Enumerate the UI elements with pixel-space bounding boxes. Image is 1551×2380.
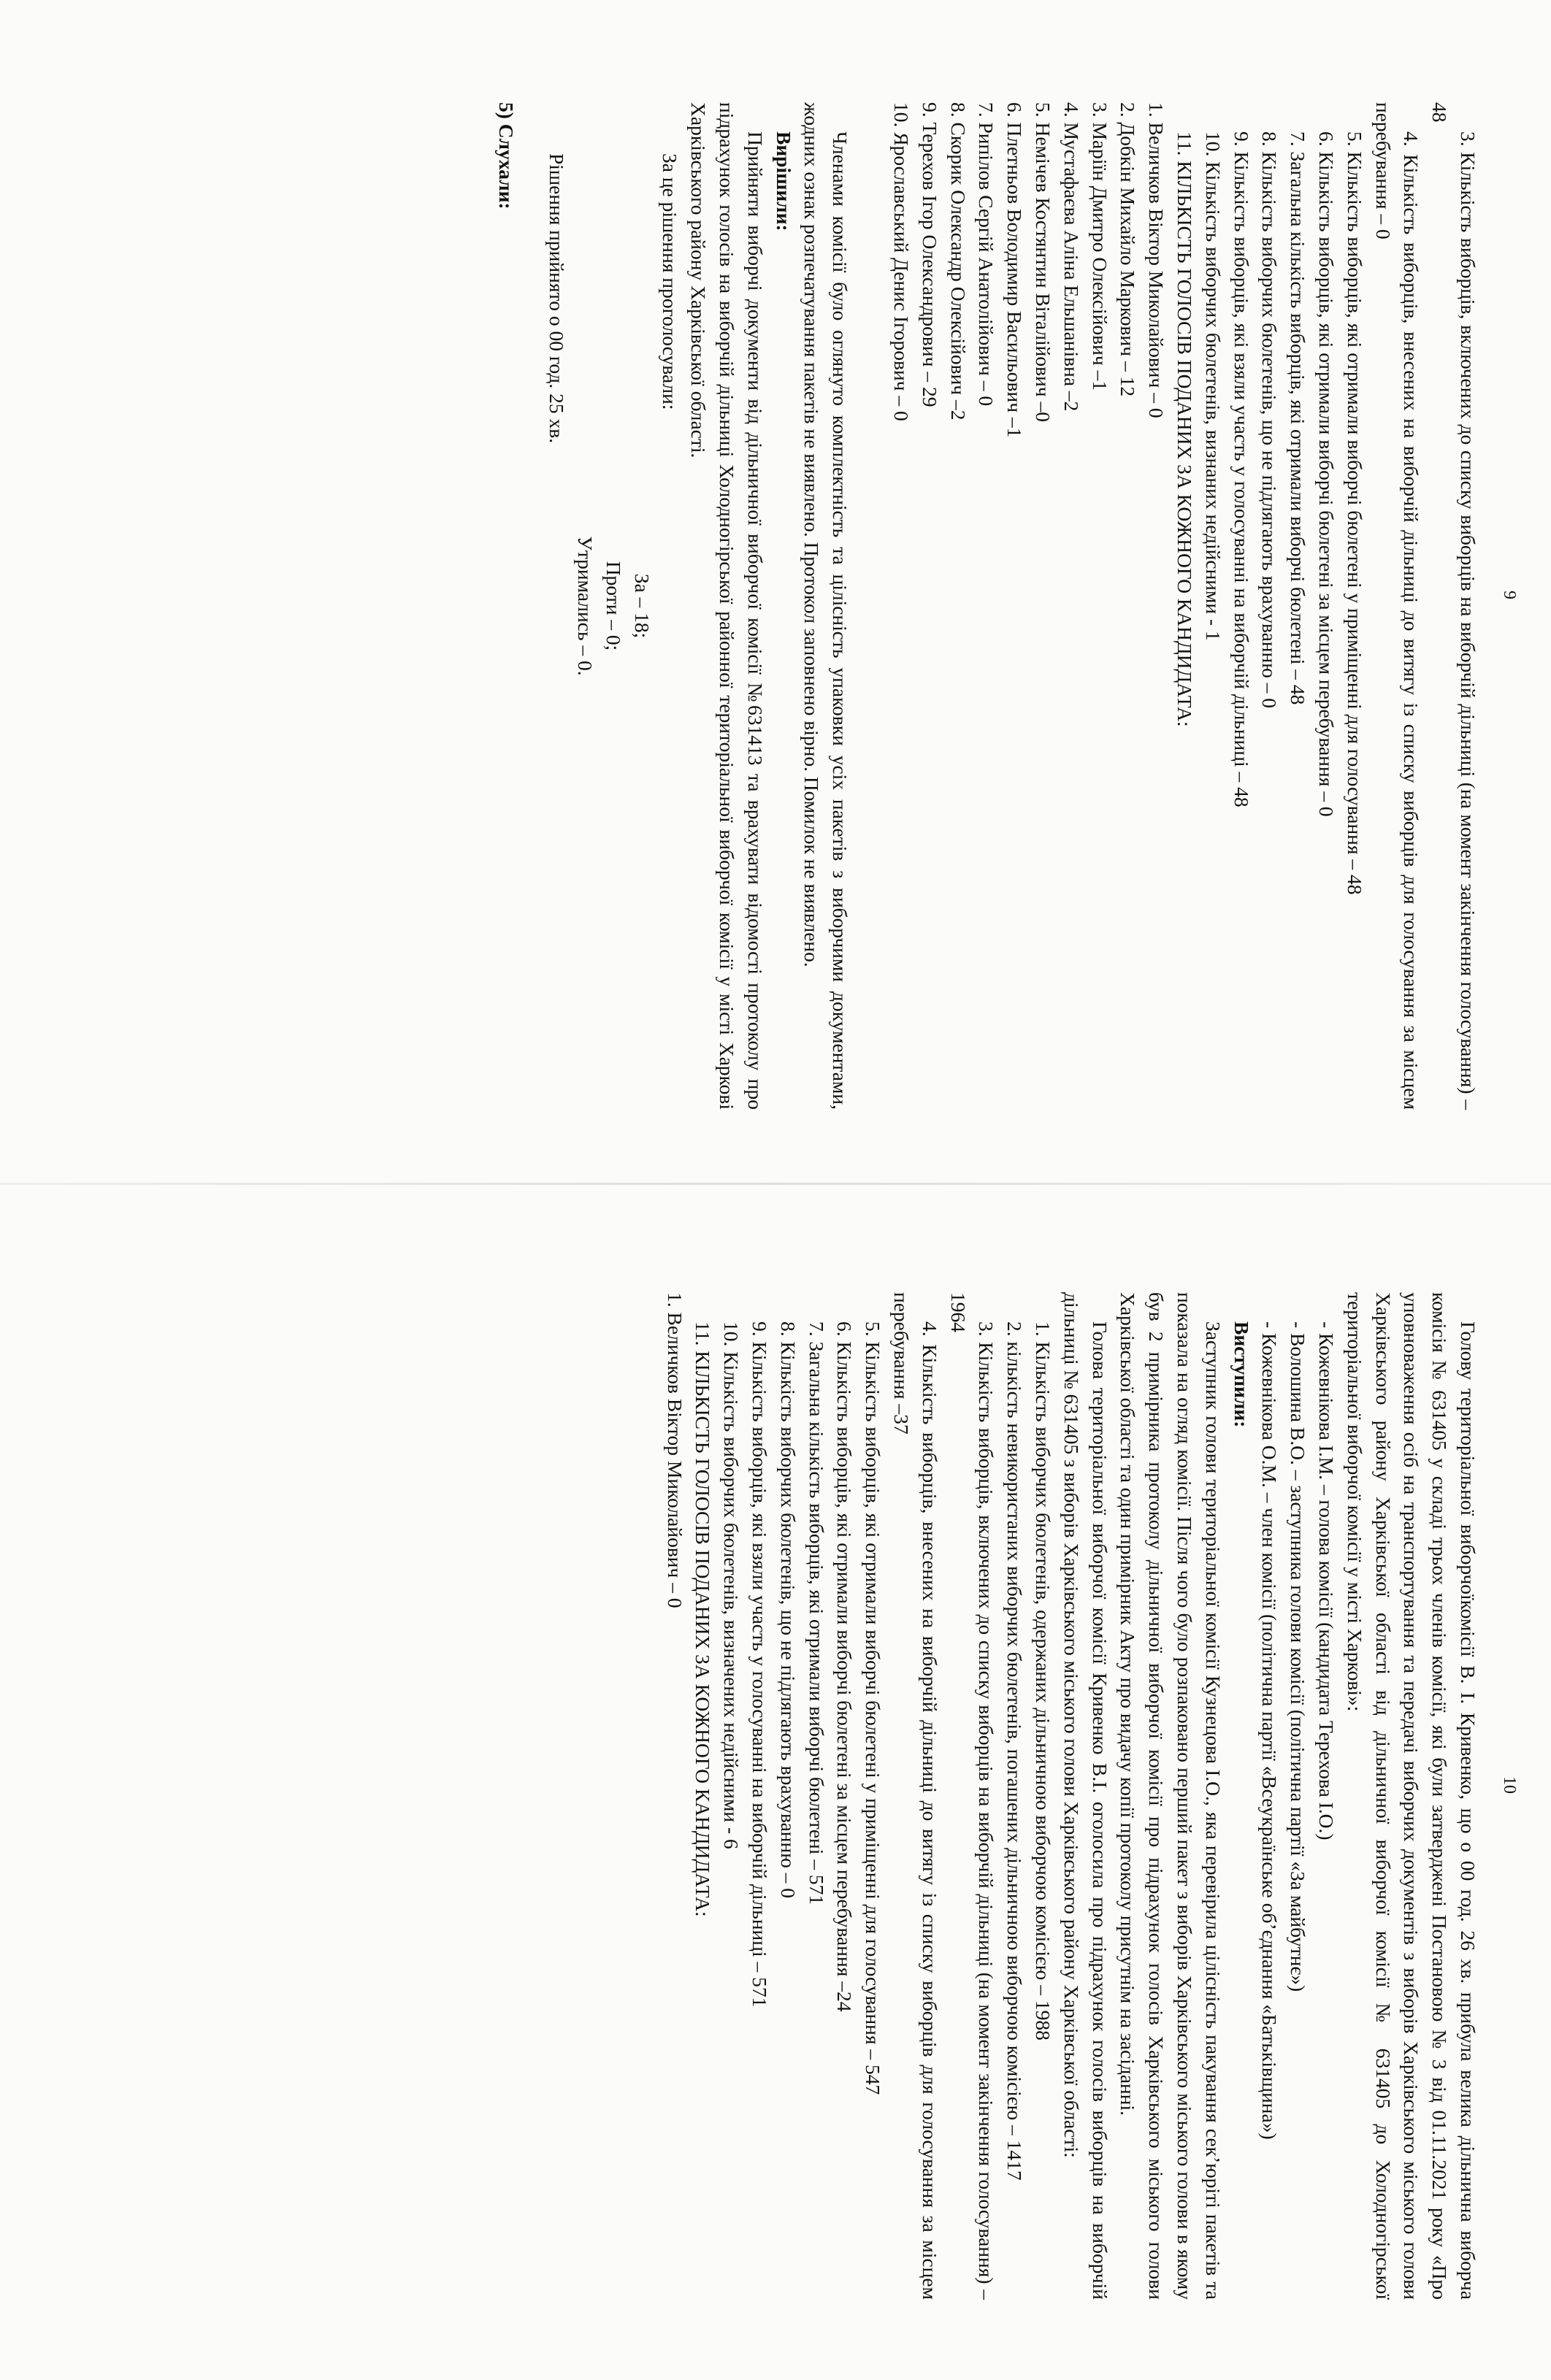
stat-line: 3. Кількість виборців, включених до списку виборців на виборчій дільниці (на момент закінчення голосування) – 48 bbox=[1428, 102, 1479, 1110]
decision-text: Прийняти виборчі документи від дільничної виборчої комісії №631413 та врахувати відомості протоколу про підрахунок голосів на виборчій дільниці Холодногірської районної територіальної виборчої комісії у місті Харкові Харківського району Харківської області. bbox=[687, 102, 767, 1110]
stat-line: 9. Кількість виборців, які взяли участь у голосуванні на виборчій дільниці – 48 bbox=[1230, 131, 1253, 807]
stat-line: 6. Кількість виборців, які отримали виборчі бюлетені за місцем перебування –24 bbox=[833, 1321, 857, 2012]
page-10 bbox=[0, 1190, 1551, 2380]
stat-line: 7. Загальна кількість виборців, які отримали виборчі бюлетені – 571 bbox=[805, 1321, 828, 1905]
page-number: 10 bbox=[1500, 1776, 1519, 1794]
stat-line: 8. Кількість виборчих бюлетенів, що не підлягають врахуванню – 0 bbox=[1258, 131, 1282, 709]
candidate-line: 5. Немічев Костянтин Віталійович –0 bbox=[1032, 102, 1055, 422]
stat-line: 4. Кількість виборців, внесених на виборчій дільниці до витягу із списку виборців для голосування за місцем перебування – 0 bbox=[1371, 102, 1423, 1110]
candidate-line: 7. Рипілов Сергій Анатолійович – 0 bbox=[975, 102, 998, 407]
stat-line: 8. Кількість виборчих бюлетенів, що не підлягають врахуванню – 0 bbox=[776, 1321, 800, 1899]
candidate-line: 2. Добкін Михайло Маркович – 12 bbox=[1117, 102, 1140, 397]
vote-for: За – 18; bbox=[630, 573, 654, 639]
candidate-line: 10. Ярославський Денис Ігорович – 0 bbox=[890, 102, 914, 421]
decision-time: Рішення прийнято о 00 год. 25 хв. bbox=[545, 153, 569, 444]
candidate-line: 1. Величков Віктор Миколайович – 0 bbox=[1145, 102, 1168, 418]
stat-line: 5. Кількість виборців, які отримали виборчі бюлетені у приміщенні для голосування – 48 bbox=[1343, 131, 1366, 895]
stat-line: 5. Кількість виборців, які отримали виборчі бюлетені у приміщенні для голосування – 547 bbox=[862, 1321, 885, 2095]
report-paragraph: Заступник голови територіальної комісії Кузнецова І.О., яка перевірила цілісність пакування сек’юріті пакетів та показала на огляд комісії. Після чого було розпаковано перший пакет з виборів Харківського міського голови в якому був 2 примірника протоколу дільничної виборчої комісії про підрахунок голосів Харківського міського голови Харківської області та один примірник Акту про видачу копії протоколу присутнім на засіданні. bbox=[1117, 1292, 1225, 2300]
stat-line: 7. Загальна кількість виборців, які отримали виборчі бюлетені – 48 bbox=[1287, 131, 1310, 705]
candidate-line: 8. Скорик Олександр Олексійович –2 bbox=[946, 102, 970, 421]
page-10-text bbox=[660, 1292, 1482, 2300]
page-9-text bbox=[492, 102, 1482, 1110]
spoke-label: Виступили: bbox=[1230, 1321, 1253, 1428]
member-line: - Кожевнікова І.М. – голова комісії (кандидата Терехова І.О.) bbox=[1315, 1321, 1339, 1840]
vote-abstain: Утримались – 0. bbox=[574, 536, 597, 676]
member-line: - Волошина В.О. – заступника голови комісії (політична партії «За майбутнє») bbox=[1287, 1321, 1310, 1992]
commission-note: Членами комісії було оглянуто комплектність та цілісність упаковки усіх пакетів з виборчими документами, жодних ознак розпечатування пакетів не виявлено. Протокол заповнено вірно. Помилок не виявлено. bbox=[800, 102, 852, 1110]
page-number: 9 bbox=[1500, 591, 1519, 599]
votes-heading: 11. КІЛЬКІСТЬ ГОЛОСІВ ПОДАНИХ ЗА КОЖНОГО КАНДИДАТА: bbox=[692, 1321, 715, 1917]
candidate-line: 1. Величков Віктор Миколайович – 0 bbox=[663, 1292, 686, 1608]
stat-line: 3. Кількість виборців, включених до списку виборців на виборчій дільниці (на момент закінчення голосування) – 1964 bbox=[946, 1292, 998, 2300]
votes-heading: 11. КІЛЬКІСТЬ ГОЛОСІВ ПОДАНИХ ЗА КОЖНОГО КАНДИДАТА: bbox=[1173, 131, 1197, 727]
stat-line: 9. Кількість виборців, які взяли участь у голосуванні на виборчій дільниці – 571 bbox=[748, 1321, 772, 2008]
decided-label: Вирішили: bbox=[772, 131, 795, 231]
page-fold bbox=[0, 1183, 1551, 1185]
candidate-line: 6. Плетньов Володимир Васильович –1 bbox=[1003, 102, 1027, 438]
stat-line: 2. кількість невикористаних виборчих бюлетенів, погашених дільничною виборчою комісією – 1417 bbox=[1003, 1321, 1027, 2181]
voted-intro: За це рішення проголосували: bbox=[659, 153, 682, 410]
heard-label: 5) Слухали: bbox=[495, 102, 518, 210]
intro-paragraph: Голову територіальної виборчоїкомісії В. І. Кривенко, що о 00 год. 26 хв. прибула велика дільнична виборча комісія № 631405 у складі трьох членів комісії, які були затверджені Постановою № 3 від 01.11.2021 року «Про уповноваження осіб на транспортування та передачі виборчих документів з виборів Харківського міського голови Харківського району Харківської області від дільничної виборчої комісії № 631405 до Холодногірської територіальної виборчої комісії у місті Харкові»: bbox=[1343, 1292, 1479, 2300]
member-line: - Кожевнікова О.М. – член комісії (політична партії «Всеукраїнське об’єднання «Батьківщина») bbox=[1258, 1321, 1282, 2140]
stat-line: 4. Кількість виборців, внесених на виборчій дільниці до витягу із списку виборців для голосування за місцем перебування –37 bbox=[890, 1292, 941, 2300]
stat-line: 10. Кількість виборчих бюлетенів, визнаних недійсними - 1 bbox=[1201, 131, 1225, 641]
candidate-line: 9. Терехов Ігор Олександрович – 29 bbox=[918, 102, 941, 407]
stat-line: 1. Кількість виборчих бюлетенів, одержаних дільничною виборчою комісією – 1988 bbox=[1032, 1321, 1055, 2041]
candidate-line: 3. Маріїн Дмитро Олексійович –1 bbox=[1088, 102, 1111, 391]
candidate-line: 4. Мустафаєва Аліна Ельшанівна –2 bbox=[1060, 102, 1083, 412]
vote-against: Проти – 0; bbox=[602, 561, 625, 651]
report-paragraph: Голова територіальної виборчої комісії Кривенко В.І. оголосила про підрахунок голосів виборців на виборчій дільниці № 631405 з виборів Харківського міського голови Харківського району Харківської області: bbox=[1060, 1292, 1111, 2300]
stat-line: 6. Кількість виборців, які отримали виборчі бюлетені за місцем перебування – 0 bbox=[1315, 131, 1339, 817]
stat-line: 10. Кількість виборчих бюлетенів, визначених недійсними - 6 bbox=[720, 1321, 743, 1849]
